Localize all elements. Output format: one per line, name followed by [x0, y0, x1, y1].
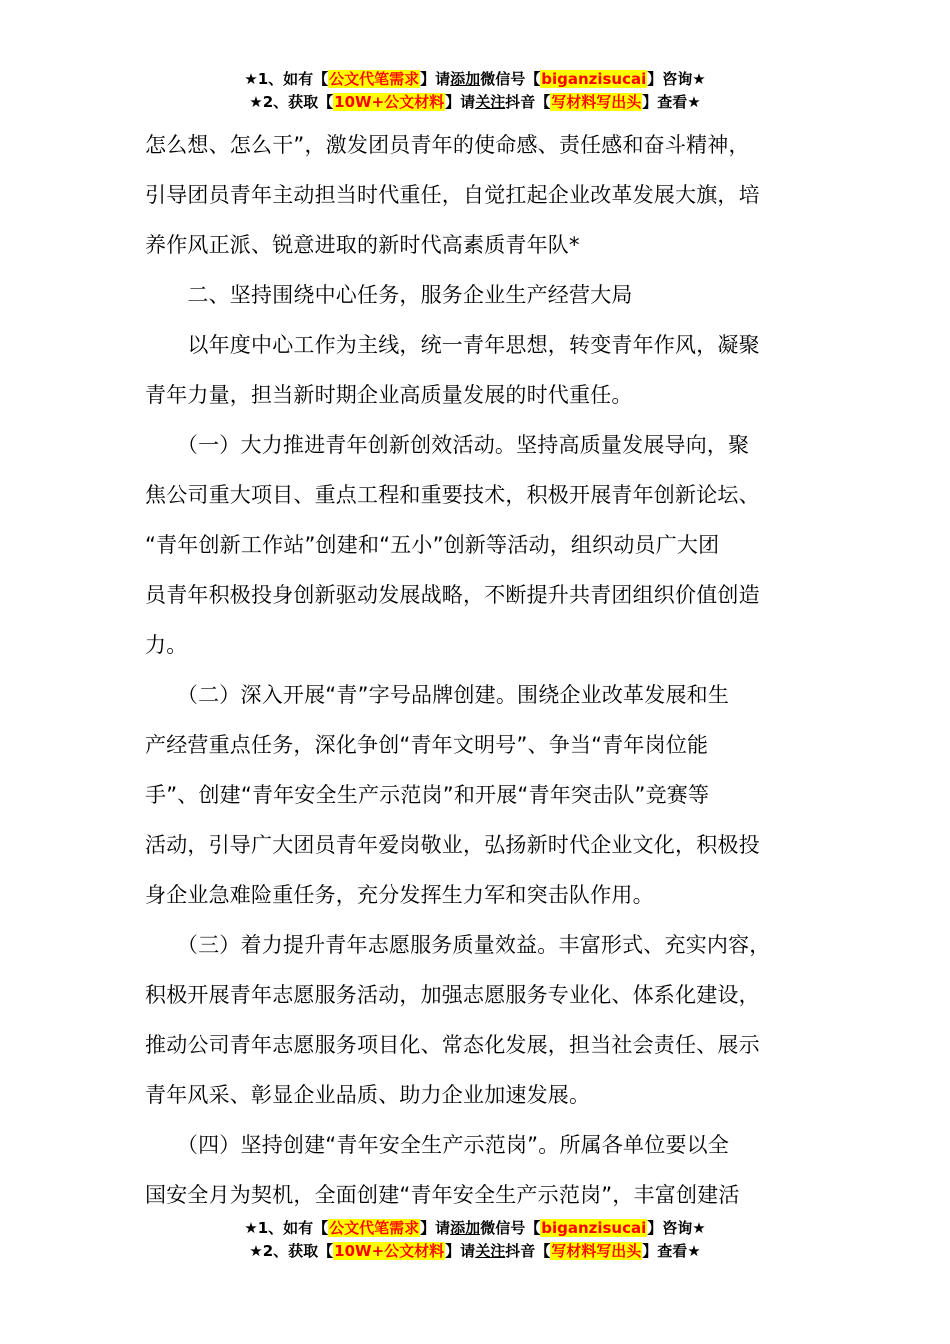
- body-line: 焦公司重大项目、重点工程和重要技术，积极开展青年创新论坛、: [145, 483, 760, 507]
- banner-line-1: [0, 1217, 950, 1240]
- star-icon: ★: [692, 70, 706, 88]
- banner-top: [0, 68, 950, 114]
- body-line: 积极开展青年志愿服务活动，加强志愿服务专业化、体系化建设，: [145, 983, 760, 1007]
- body-line: 力。: [145, 633, 188, 657]
- banner-text: 抖音【: [505, 93, 551, 111]
- body-line: （一）大力推进青年创新创效活动。坚持高质量发展导向，聚: [145, 433, 750, 457]
- banner-text: 微信号【: [480, 70, 541, 88]
- star-icon: ★: [692, 1219, 706, 1237]
- banner-text: 2、获取【: [262, 1242, 334, 1260]
- banner-bottom: [0, 1217, 950, 1263]
- body-line: 国安全月为契机，全面创建“青年安全生产示范岗”，丰富创建活: [145, 1183, 740, 1207]
- star-icon: ★: [687, 93, 701, 111]
- body-line: 产经营重点任务，深化争创“青年文明号”、争当“青年岗位能: [145, 733, 709, 757]
- body-line: 引导团员青年主动担当时代重任，自觉扛起企业改革发展大旗，培: [145, 183, 760, 207]
- banner-text: 】请: [420, 70, 451, 88]
- banner-text: 1、如有【: [257, 70, 329, 88]
- body-line: 青年力量，担当新时期企业高质量发展的时代重任。: [145, 383, 633, 407]
- body-line: 养作风正派、锐意进取的新时代高素质青年队*: [145, 233, 580, 257]
- highlight-materials: 10W+公文材料: [334, 1242, 445, 1260]
- banner-text: 】请: [420, 1219, 451, 1237]
- star-icon: ★: [249, 93, 263, 111]
- body-line: 怎么想、怎么干”，激发团员青年的使命感、责任感和奋斗精神，: [145, 133, 750, 157]
- banner-underlined: 关注: [475, 1242, 506, 1260]
- body-line: “青年创新工作站”创建和“五小”创新等活动，组织动员广大团: [145, 533, 720, 557]
- highlight-service: 公文代笔需求: [329, 70, 420, 88]
- body-line: 员青年积极投身创新驱动发展战略，不断提升共青团组织价值创造: [145, 583, 760, 607]
- highlight-service: 公文代笔需求: [329, 1219, 420, 1237]
- banner-underlined: 添加: [450, 70, 481, 88]
- banner-underlined: 添加: [450, 1219, 481, 1237]
- body-line: （三）着力提升青年志愿服务质量效益。丰富形式、充实内容，: [145, 933, 771, 957]
- highlight-douyin: 写材料写出头: [551, 93, 642, 111]
- banner-text: 】查看: [642, 93, 688, 111]
- highlight-wechat-id: biganzisucai: [541, 70, 647, 88]
- body-line: （四）坚持创建“青年安全生产示范岗”。所属各单位要以全: [145, 1133, 730, 1157]
- body-line: 身企业急难险重任务，充分发挥生力军和突击队作用。: [145, 883, 654, 907]
- body-line: 手”、创建“青年安全生产示范岗”和开展“青年突击队”竞赛等: [145, 783, 710, 807]
- highlight-douyin: 写材料写出头: [551, 1242, 642, 1260]
- highlight-wechat-id: biganzisucai: [541, 1219, 647, 1237]
- banner-text: 抖音【: [505, 1242, 551, 1260]
- body-line: 青年风采、彰显企业品质、助力企业加速发展。: [145, 1083, 591, 1107]
- banner-text: 】请: [445, 93, 476, 111]
- banner-line-1: [0, 68, 950, 91]
- banner-text: 2、获取【: [262, 93, 334, 111]
- banner-line-2: [0, 1240, 950, 1263]
- highlight-materials: 10W+公文材料: [334, 93, 445, 111]
- banner-underlined: 关注: [475, 93, 506, 111]
- banner-text: 微信号【: [480, 1219, 541, 1237]
- banner-text: 1、如有【: [257, 1219, 329, 1237]
- body-line: 活动，引导广大团员青年爱岗敬业，弘扬新时代企业文化，积极投: [145, 833, 760, 857]
- banner-text: 】查看: [642, 1242, 688, 1260]
- star-icon: ★: [244, 70, 258, 88]
- banner-text: 】咨询: [647, 70, 693, 88]
- star-icon: ★: [249, 1242, 263, 1260]
- section-heading: 二、坚持围绕中心任务，服务企业生产经营大局: [145, 283, 633, 307]
- body-line: （二）深入开展“青”字号品牌创建。围绕企业改革发展和生: [145, 683, 730, 707]
- banner-line-2: [0, 91, 950, 114]
- body-line: 推动公司青年志愿服务项目化、常态化发展，担当社会责任、展示: [145, 1033, 760, 1057]
- star-icon: ★: [687, 1242, 701, 1260]
- banner-text: 】咨询: [647, 1219, 693, 1237]
- banner-text: 】请: [445, 1242, 476, 1260]
- body-line: 以年度中心工作为主线，统一青年思想，转变青年作风，凝聚: [145, 333, 760, 357]
- star-icon: ★: [244, 1219, 258, 1237]
